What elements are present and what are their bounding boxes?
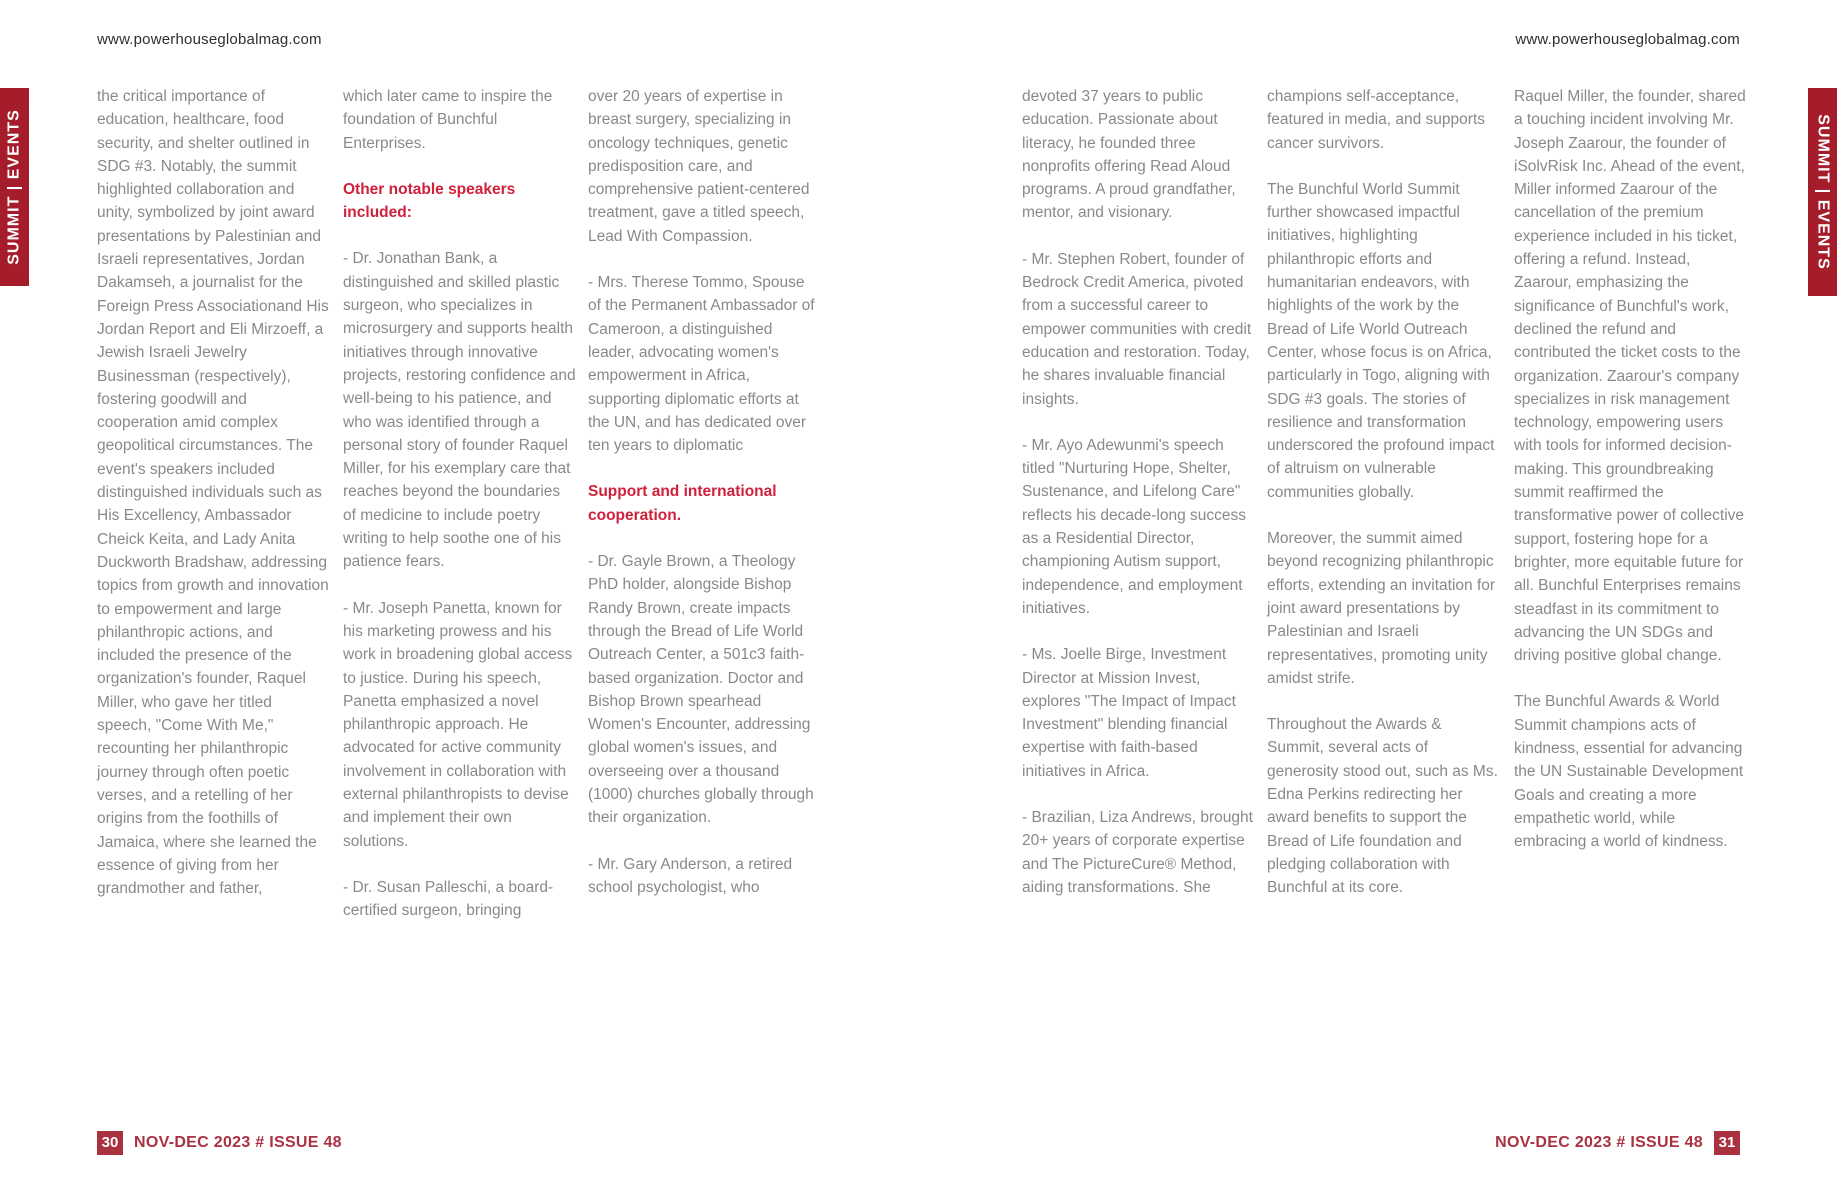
left-issue-label: NOV-DEC 2023 # ISSUE 48 bbox=[134, 1133, 342, 1151]
article-paragraph: - Mr. Stephen Robert, founder of Bedrock Credit America, pivoted from a successful career to empower communities with credit education and restoration. Today, he shares invaluable financial insights. bbox=[1022, 250, 1252, 408]
article-paragraph: which later came to inspire the foundation of Bunchful Enterprises. bbox=[343, 88, 553, 152]
left-summit-events-tab-label: SUMMIT | EVENTS bbox=[5, 109, 23, 265]
right-page-number-badge: 31 bbox=[1714, 1131, 1740, 1155]
article-paragraph: - Dr. Gayle Brown, a Theology PhD holder, alongside Bishop Randy Brown, create impacts through the Bread of Life World Outreach Center, a 501c3 faith-based organization. Doctor and Bishop Brown spearhead Women's Encounter, addressing global women's issues, and overseeing over a thousand (1000) churches globally through their organization. bbox=[588, 553, 814, 827]
article-paragraph: Raquel Miller, the founder, shared a touching incident involving Mr. Joseph Zaarour, the founder of iSolvRisk Inc. Ahead of the event, Miller informed Zaarour of the cancellation of the premium experience included in his ticket, offering a refund. Instead, Zaarour, emphasizing the significance of Bunchful's work, declined the refund and contributed the ticket costs to the organization. Zaarour's company specializes in risk management technology, empowering users with tools for informed decision-making. This groundbreaking summit reaffirmed the transformative power of collective support, fostering hope for a brighter, more equitable future for all. Bunchful Enterprises remains steadfast in its commitment to advancing the UN SDGs and driving positive global change. bbox=[1514, 88, 1746, 665]
right-page-footer bbox=[1495, 1130, 1740, 1155]
article-paragraph: The Bunchful World Summit further showcased impactful initiatives, highlighting philanthropic efforts and humanitarian endeavors, with highlights of the work by the Bread of Life World Outreach Center, whose focus is on Africa, particularly in Togo, aligning with SDG #3 goals. The stories of resilience and transformation underscored the profound impact of altruism on vulnerable communities globally. bbox=[1267, 180, 1495, 501]
right-summit-events-tab-label: SUMMIT | EVENTS bbox=[1814, 114, 1832, 270]
article-paragraph: - Ms. Joelle Birge, Investment Director at Mission Invest, explores "The Impact of Impact Investment" blending financial expertise with faith-based initiatives in Africa. bbox=[1022, 646, 1236, 780]
left-page-number-badge: 30 bbox=[97, 1131, 123, 1155]
article-paragraph: over 20 years of expertise in breast surgery, specializing in oncology techniques, genetic predisposition care, and comprehensive patient-centered treatment, gave a titled speech, Lead With Compassion. bbox=[588, 88, 810, 245]
right-issue-label: NOV-DEC 2023 # ISSUE 48 bbox=[1495, 1133, 1703, 1151]
right-summit-events-tab bbox=[1808, 88, 1837, 296]
left-page-column-1 bbox=[97, 85, 330, 923]
left-page-url: www.powerhouseglobalmag.com bbox=[97, 31, 322, 48]
article-paragraph: the critical importance of education, healthcare, food security, and shelter outlined in SDG #3. Notably, the summit highlighted collaboration and unity, symbolized by joint award presentations by Palestinian and Israeli representatives, Jordan Dakamseh, a journalist for the Foreign Press Associationand His Jordan Report and Eli Mirzoeff, a Jewish Israeli Jewelry Businessman (respectively), fostering goodwill and cooperation amid complex geopolitical circumstances. The event's speakers included distinguished individuals such as His Excellency, Ambassador Cheick Keita, and Lady Anita Duckworth Bradshaw, addressing topics from growth and innovation to empowerment and large philanthropic actions, and included the presence of the organization's founder, Raquel Miller, who gave her titled speech, "Come With Me," recounting her philanthropic journey through often poetic verses, and a retelling of her origins from the foothills of Jamaica, where she learned the essence of giving from her grandmother and father, bbox=[97, 88, 329, 898]
left-page-footer bbox=[97, 1130, 342, 1155]
article-paragraph: - Mr. Ayo Adewunmi's speech titled "Nurturing Hope, Shelter, Sustenance, and Lifelong Care" reflects his decade-long success as a Residential Director, championing Autism support, independence, and employment initiatives. bbox=[1022, 436, 1247, 617]
article-paragraph: - Dr. Jonathan Bank, a distinguished and skilled plastic surgeon, who specializes in microsurgery and supports health initiatives through innovative projects, restoring confidence and well-being to his patience, and who was identified through a personal story of founder Raquel Miller, for his exemplary care that reaches beyond the boundaries of medicine to include poetry writing to help soothe one of his patience fears. bbox=[343, 250, 576, 571]
article-paragraph: - Dr. Susan Palleschi, a board-certified surgeon, bringing bbox=[343, 878, 554, 920]
right-page-column-2 bbox=[1267, 85, 1500, 923]
section-heading: Other notable speakers included: bbox=[343, 180, 516, 222]
article-paragraph: - Mrs. Therese Tommo, Spouse of the Permanent Ambassador of Cameroon, a distinguished leader, advocating women's empowerment in Africa, supporting diplomatic efforts at the UN, and has dedicated over ten years to diplomatic bbox=[588, 274, 815, 455]
left-page-column-3 bbox=[588, 85, 821, 922]
article-paragraph: Throughout the Awards & Summit, several acts of generosity stood out, such as Ms. Edna Perkins redirecting her award benefits to support the Bread of Life foundation and pledging collaboration with Bunchful at its core. bbox=[1267, 716, 1498, 897]
right-page-url: www.powerhouseglobalmag.com bbox=[1515, 31, 1740, 48]
left-summit-events-tab bbox=[0, 88, 29, 286]
section-heading: Support and international cooperation. bbox=[588, 483, 777, 524]
right-page-column-1 bbox=[1022, 85, 1255, 922]
article-paragraph: The Bunchful Awards & World Summit champions acts of kindness, essential for advancing the UN Sustainable Development Goals and creating a more empathetic world, while embracing a world of kindness. bbox=[1514, 693, 1744, 851]
left-page-column-2 bbox=[343, 85, 576, 946]
article-paragraph: - Brazilian, Liza Andrews, brought 20+ years of corporate expertise and The PictureCure® Method, aiding transformations. She bbox=[1022, 809, 1253, 896]
right-page-column-3 bbox=[1514, 85, 1747, 877]
article-paragraph: Moreover, the summit aimed beyond recognizing philanthropic efforts, extending an invitation for joint award presentations by Palestinian and Israeli representatives, promoting unity amidst strife. bbox=[1267, 530, 1496, 687]
article-paragraph: - Mr. Joseph Panetta, known for his marketing prowess and his work in broadening global access to justice. During his speech, Panetta emphasized a novel philanthropic approach. He advocated for active community involvement in collaboration with external philanthropists to devise and implement their own solutions. bbox=[343, 599, 573, 850]
article-paragraph: champions self-acceptance, featured in media, and supports cancer survivors. bbox=[1267, 88, 1485, 152]
article-paragraph: devoted 37 years to public education. Passionate about literacy, he founded three nonprofits offering Read Aloud programs. A proud grandfather, mentor, and visionary. bbox=[1022, 88, 1236, 222]
article-paragraph: - Mr. Gary Anderson, a retired school psychologist, who bbox=[588, 855, 793, 896]
